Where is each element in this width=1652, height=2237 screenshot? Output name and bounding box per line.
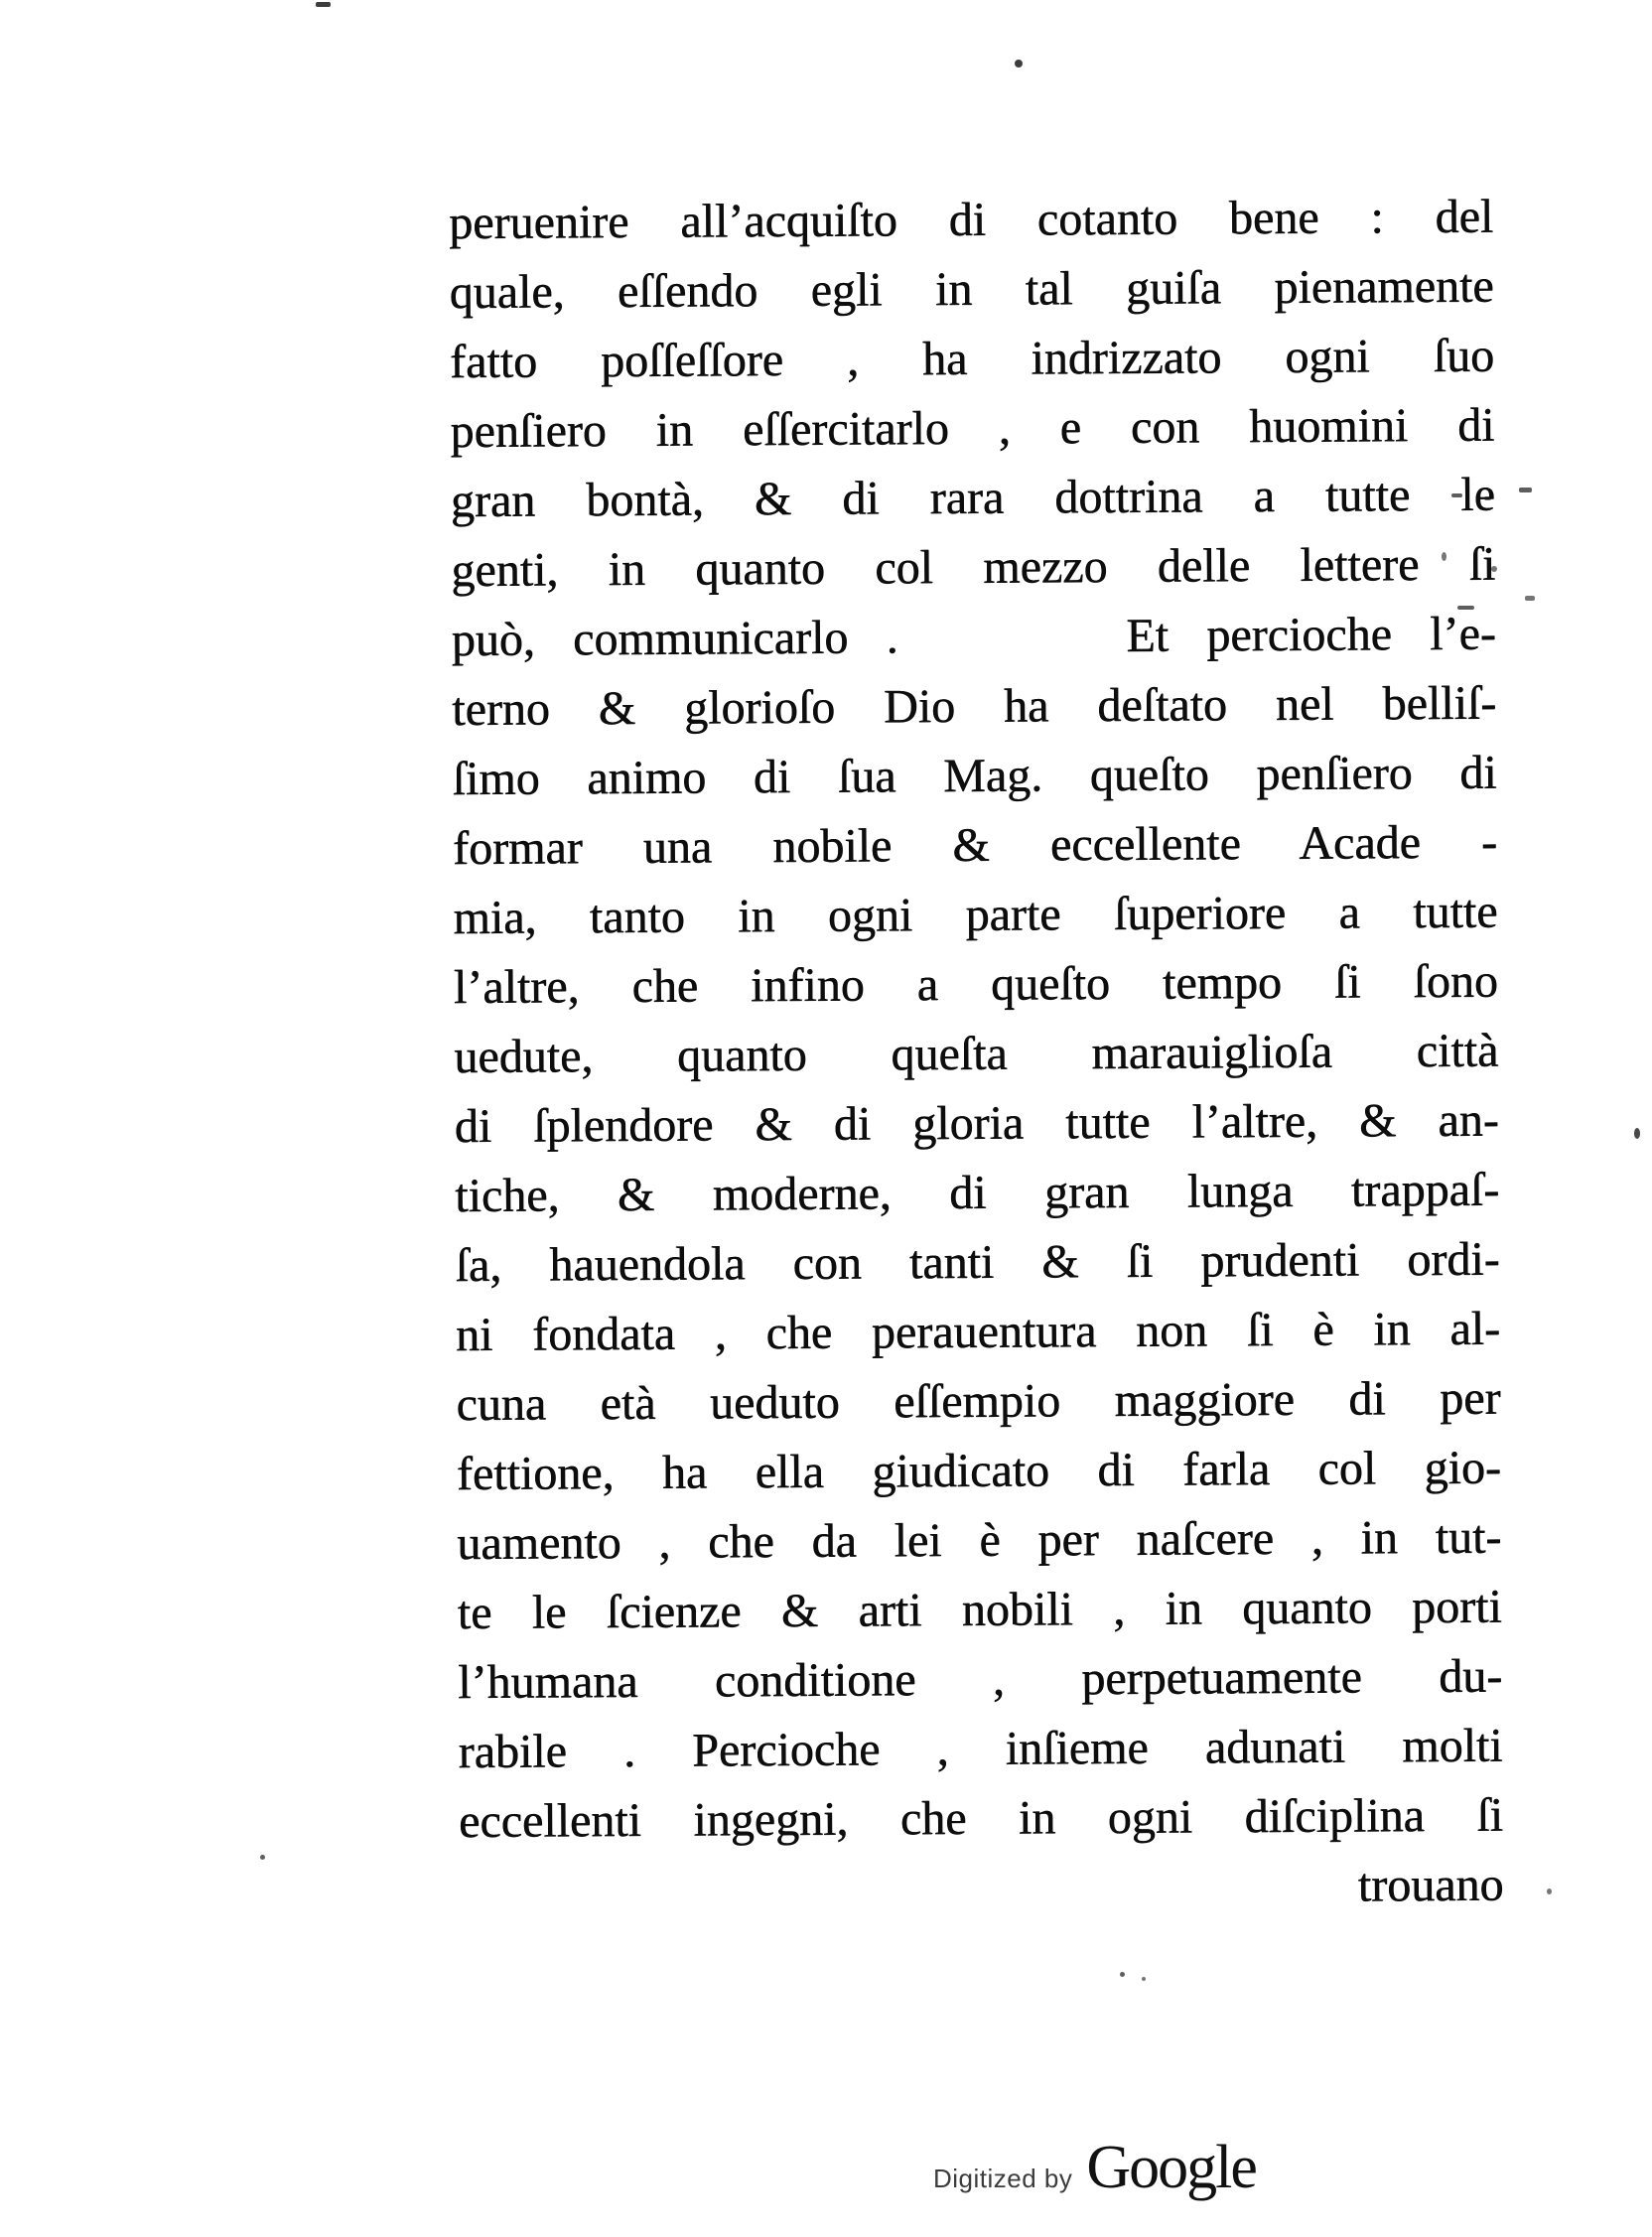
text-line: di ſplendore & di gloria tutte l’altre, & an- bbox=[454, 1093, 1499, 1153]
text-line: gran bontà, & di rara dottrina a tutte le bbox=[450, 468, 1496, 527]
text-line: formar una nobile & eccellente Acade - bbox=[452, 815, 1498, 875]
text-line: genti, in quanto col mezzo delle lettere ſi bbox=[451, 537, 1496, 597]
text-line: terno & glorioſo Dio ha deſtato nel belliſ- bbox=[452, 676, 1497, 736]
text-line: ſa, hauendola con tanti & ſi prudenti ordi- bbox=[455, 1232, 1500, 1292]
google-digitization-watermark bbox=[933, 2133, 1256, 2203]
text-line: penſiero in eſſercitarlo , e con huomini di bbox=[450, 398, 1495, 458]
ink-speck bbox=[316, 2, 331, 7]
ink-speck bbox=[1519, 488, 1532, 492]
text-line: ni fondata , che perauentura non ſi è in al- bbox=[455, 1302, 1501, 1361]
body-text bbox=[449, 183, 1504, 1926]
text-line: uedute, quanto queſta marauiglioſa città bbox=[454, 1024, 1499, 1083]
text-line: cuna età ueduto eſſempio maggiore di per bbox=[456, 1371, 1501, 1431]
text-line: può, communicarlo . Et percioche l’e- bbox=[451, 607, 1496, 666]
text-line: fettione, ha ella giudicato di farla col gio- bbox=[456, 1441, 1502, 1500]
text-line: ſimo animo di ſua Mag. queſto penſiero di bbox=[452, 746, 1497, 805]
ink-speck bbox=[1547, 1888, 1552, 1894]
text-line: fatto poſſeſſore , ha indrizzato ogni ſuo bbox=[449, 329, 1495, 388]
ink-speck bbox=[1015, 60, 1023, 68]
ink-speck bbox=[1634, 1128, 1640, 1139]
text-line: l’humana conditione , perpetuamente du- bbox=[458, 1649, 1503, 1709]
text-line: l’altre, che infino a queſto tempo ſi ſono bbox=[453, 954, 1499, 1014]
digitized-by-label: Digitized by bbox=[933, 2164, 1073, 2193]
ink-speck bbox=[1525, 596, 1535, 601]
text-line: eccellenti ingegni, che in ogni diſciplina ſi bbox=[458, 1788, 1504, 1848]
text-line: rabile . Percioche , inſieme adunati molti bbox=[458, 1719, 1503, 1778]
ink-speck bbox=[1120, 1972, 1125, 1977]
text-line: te le ſcienze & arti nobili , in quanto porti bbox=[457, 1580, 1502, 1639]
catchword: trouano bbox=[1357, 1858, 1504, 1912]
text-line: mia, tanto in ogni parte ſuperiore a tutte bbox=[453, 885, 1498, 944]
text-line: quale, eſſendo egli in tal guiſa pienamente bbox=[449, 259, 1494, 319]
text-line: uamento , che da lei è per naſcere , in tut- bbox=[457, 1510, 1502, 1570]
ink-speck bbox=[260, 1855, 265, 1860]
ink-speck bbox=[1142, 1977, 1146, 1981]
text-line: peruenire all’acquiſto di cotanto bene : del bbox=[449, 190, 1494, 249]
text-line: tiche, & moderne, di gran lunga trappaſ- bbox=[455, 1163, 1500, 1222]
google-logo: Google bbox=[1086, 2134, 1256, 2201]
